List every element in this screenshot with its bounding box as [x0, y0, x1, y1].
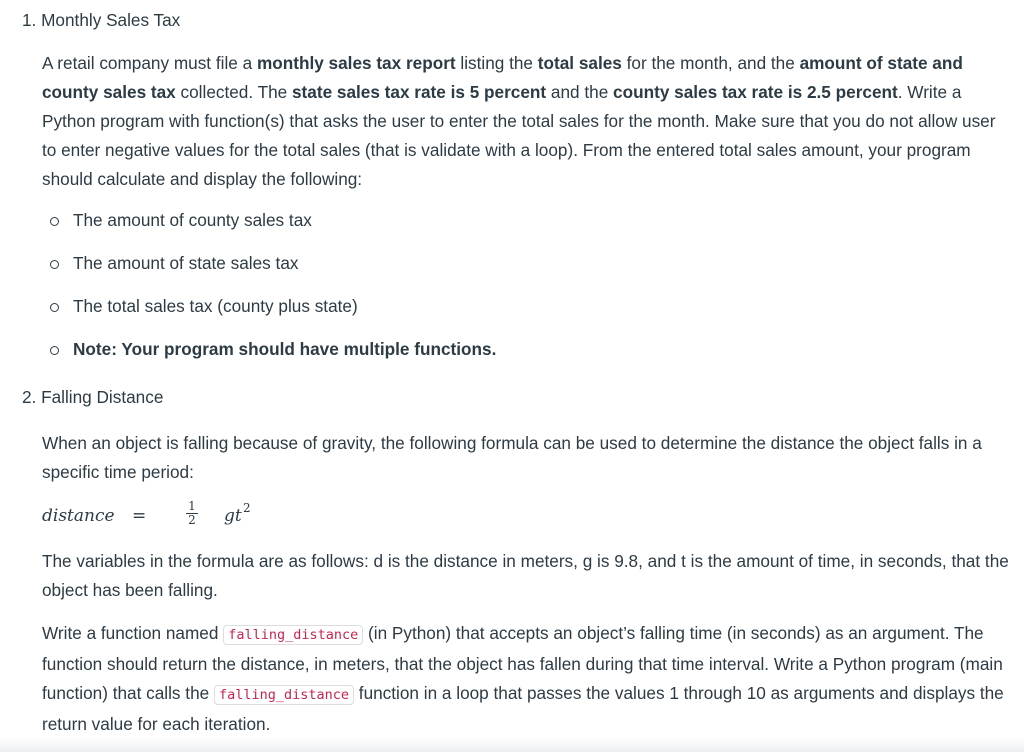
q2-intro: When an object is falling because of gravity, the following formula can be used to determine the distance the object falls in a specific time period: [42, 433, 982, 482]
q1-description: A retail company must file a monthly sales tax report listing the total sales for the month, and the amount of state and county sales tax collected. The state sales tax rate is 5 percent and the county sales tax rate is 2.5 percent. Write a Python program with function(s) that asks the user to enter the total sales for the month. Make sure that you do not allow user to enter negative values for the total sales (that is validate with a loop). From the entered total sales amount, your program should calculate and display the following: [42, 53, 996, 189]
formula-equals: = [132, 506, 147, 526]
code-falling-distance: falling_distance [223, 625, 363, 645]
q1-requirements-list [48, 206, 496, 378]
fraction-numerator: 1 [186, 500, 198, 514]
q1-heading: 1. Monthly Sales Tax [22, 10, 181, 30]
list-item: The amount of county sales tax [48, 206, 496, 249]
q2-variables: The variables in the formula are as follows: d is the distance in meters, g is 9.8, and t is the amount of time, in seconds, that the object has been falling. [42, 551, 1009, 600]
fraction-denominator: 2 [188, 513, 196, 527]
formula-fraction [186, 500, 198, 527]
bottom-fade [0, 738, 1024, 752]
code-falling-distance: falling_distance [214, 685, 354, 705]
list-item-note: Note: Your program should have multiple functions. [48, 335, 496, 378]
q2-heading: 2. Falling Distance [22, 387, 164, 407]
list-item: The amount of state sales tax [48, 249, 496, 292]
formula-lhs: distance [42, 506, 115, 526]
formula-rhs: gt [224, 506, 242, 526]
formula-exponent: 2 [243, 501, 251, 515]
list-item: The total sales tax (county plus state) [48, 292, 496, 335]
q2-task: Write a function named falling_distance (in Python) that accepts an object’s falling time (in seconds) as an argument. The function should return the distance, in meters, that the object has fallen during that time interval. Write a Python program (main function) that calls the falling_distance function in a loop that passes the values 1 through 10 as arguments and displays the return value for each iteration. [42, 623, 1004, 734]
